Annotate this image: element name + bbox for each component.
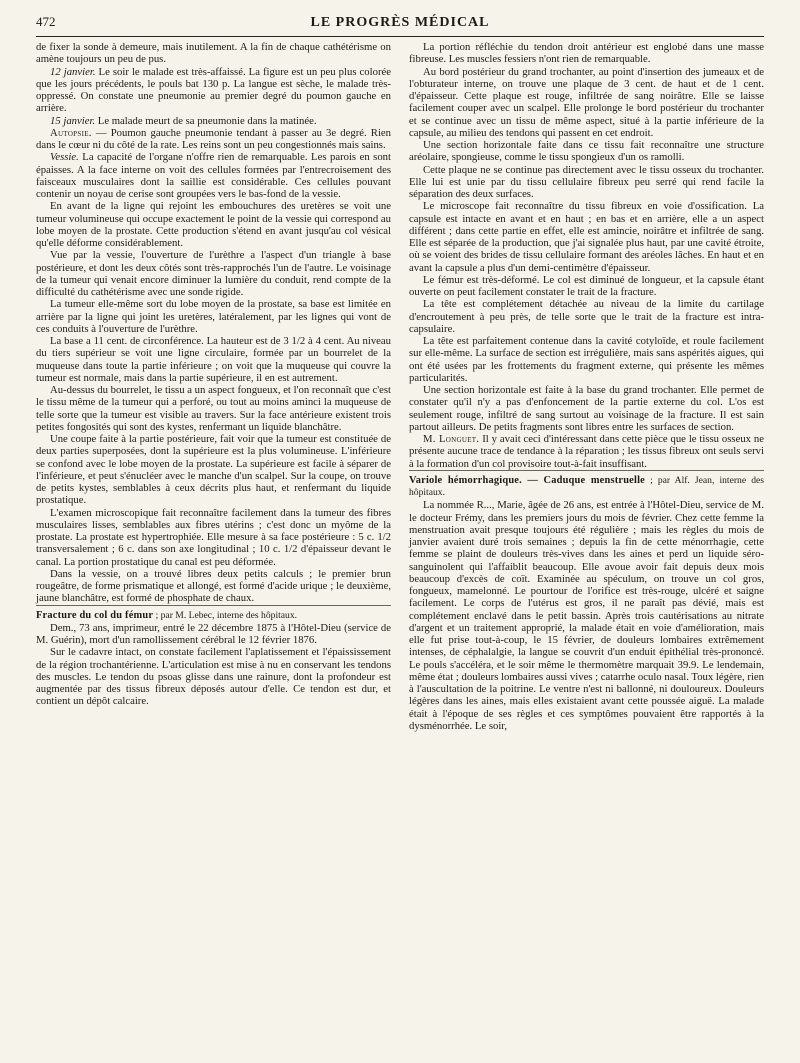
paragraph: Vue par la vessie, l'ouverture de l'urèthre a l'aspect d'un triangle à base postérieure, et dont les deux côtés sont très-rapprochés l'un de l'autre. Le voisinage de la tumeur qui venait encore diminuer la lumière du conduit, rend compte de la difficulté du cathétérisme avec une sonde rigide. [36,249,391,298]
two-column-body [36,41,764,732]
paragraph [409,433,764,470]
article-title: Fracture du col du fémur [36,609,154,621]
article-title: Variole hémorrhagique. — Caduque menstruelle [409,474,645,486]
paragraph: Dem., 73 ans, imprimeur, entré le 22 décembre 1875 à l'Hôtel-Dieu (service de M. Guérin), mort d'un ramollissement cérébral le 12 février 1876. [36,621,391,646]
paragraph: Une coupe faite à la partie postérieure, fait voir que la tumeur est constituée de deux parties superposées, dont la supérieure est la plus volumineuse. L'inférieure se confond avec le lobe moyen de la prostate. La supérieure est facile à séparer de l'inférieure, et peut s'énucléer avec le manche d'un scalpel. Sur la coupe, on trouve de petits kystes, semblables à ceux décrits plus haut, et renfermant du liquide prostatique. [36,433,391,507]
section-label: Vessie. [50,151,79,164]
paragraph: Une section horizontale est faite à la base du grand trochanter. Elle permet de constater qu'il n'y a pas d'enfoncement de la partie externe du col. L'os est seulement rouge, infiltré de sang surtout au voisinage de la fracture. Il est sain partout ailleurs. De petits fragments sont libres entre les surfaces de section. [409,384,764,433]
paragraph: La nommée R..., Marie, âgée de 26 ans, est entrée à l'Hôtel-Dieu, service de M. le docteur Frémy, dans les premiers jours du mois de février. Chez cette femme la menstruation avait presque toujours été régulière ; mais les règles du mois de janvier avaient duré trois semaines ; depuis la fin de cette ménorrhagie, cette femme se plaint de douleurs très-vives dans les aines et perd un liquide séro-sanguinolent qui l'affaiblit beaucoup. Elle avoue avoir fait depuis deux mois beaucoup d'excès de coït. Examinée au spéculum, on trouve un col gros, fongueux, mamelonné. Le pourtour de l'orifice est très-rouge, ulcéré et saigne facilement. Le corps de l'utérus est gros, il ne paraît pas dévié, mais est complétement enclavé dans le petit bassin. Après trois cautérisations au nitrate d'argent et un traitement approprié, la malade était en voie d'amélioration, mais elle fut prise tout-à-coup, le 15 février, de douleurs lombaires extrêmement intenses, de céphalalgie, la langue se couvrit d'un enduit épithélial très-prononcé. Le pouls s'accéléra, et le soir même le thermomètre marquait 39.9. Le lendemain, même état ; douleurs lombaires aussi vives ; catarrhe oculo nasal. Toux légère, rien à l'auscultation de la poitrine. Le ventre n'est ni ballonné, ni douloureux. Douleurs légères dans les aines, mais elles existaient avant cette poussée aiguë. La malade était à l'époque de ses règles et ces symptômes pouvaient être rapportés à la dysménorrhée. Le soir, [409,499,764,732]
article-heading [36,605,391,622]
paragraph: Le microscope fait reconnaître du tissu fibreux en voie d'ossification. La capsule est intacte en avant et en haut ; en bas et en arrière, elle a un aspect différent ; dans cette partie en effet, elle est amincie, noirâtre et infiltrée de sang. Elle est séparée de la production, que j'ai signalée plus haut, par une cavité étroite, où se voient des brides de tissu cellulaire formant des aréoles lâches. En haut et en avant la capsule a plus d'un demi-centimètre d'épaisseur. [409,200,764,274]
speaker-label: M. Longuet. [423,433,480,445]
section-label: Autopsie. [50,126,92,139]
paragraph: de fixer la sonde à demeure, mais inutilement. A la fin de chaque cathétérisme on amène toujours un peu de pus. [36,41,391,66]
paragraph: Au-dessus du bourrelet, le tissu a un aspect fongueux, et l'on reconnaît que c'est le tissu même de la tumeur qui a perforé, ou tout au moins aminci la muqueuse de telle sorte que la tumeur est visible au travers. Sur la face antérieure existent trois petites fongosités qui sont des kystes, renfermant un liquide blanchâtre. [36,384,391,433]
page-number: 472 [36,14,56,29]
paragraph: Dans la vessie, on a trouvé libres deux petits calculs ; le premier brun rougeâtre, de forme prismatique et allongé, est formé d'acide urique ; le deuxième, jaune blanchâtre, est formé de phosphate de chaux. [36,567,391,605]
date-label: 15 janvier. [50,114,96,127]
paragraph-text: — Poumon gauche pneumonie tendant à passer au 3e degré. Rien dans le cœur ni du côté de la rate. Les reins sont un peu congestionnés mais sains. [36,126,391,151]
paragraph: La tumeur elle-même sort du lobe moyen de la prostate, sa base est limitée en arrière par la ligne qui joint les uretères, latéralement, par les lignes qui vont de ces conduits à l'ouverture de l'urèthre. [36,298,391,335]
journal-title: LE PROGRÈS MÉDICAL [310,15,490,30]
paragraph: Cette plaque ne se continue pas directement avec le tissu osseux du trochanter. Elle lui est unie par du tissu cellulaire fibreux peu serré qui rend facile la séparation des deux surfaces. [409,163,764,200]
article-heading [409,470,764,500]
paragraph: La base a 11 cent. de circonférence. La hauteur est de 3 1/2 à 4 cent. Au niveau du tiers supérieur se voit une ligne circulaire, formée par un bourrelet de la muqueuse dans toute la partie inférieure ; on voit que la muqueuse qui couvre la tumeur est normale, mais dans la partie supérieure, il en est autrement. [36,335,391,384]
paragraph [36,127,391,152]
paragraph [36,66,391,115]
paragraph: Une section horizontale faite dans ce tissu fait reconnaître une structure aréolaire, spongieuse, comme le tissu spongieux d'un os ramolli. [409,139,764,164]
paragraph [36,151,391,200]
right-column [409,41,764,732]
article-byline: ; par Alf. Jean, interne des hôpitaux. [409,474,764,498]
running-header [36,14,764,37]
paragraph: La tête est parfaitement contenue dans la cavité cotyloïde, et roule facilement sur elle-même. La surface de section est irrégulière, mais sans aspérités aigues, qui ont été usées par les frottements du fragment externe, qui présente les mêmes particularités. [409,335,764,384]
date-label: 12 janvier. [50,65,96,78]
paragraph: La portion réfléchie du tendon droit antérieur est englobé dans une masse fibreuse. Les muscles fessiers n'ont rien de remarquable. [409,41,764,66]
paragraph: L'examen microscopique fait reconnaître facilement dans la tumeur des fibres musculaires lisses, semblables aux fibres utérins ; c'est donc un myôme de la prostate. La prostate est hypertrophiée. Elle mesure à sa face postérieure : 5 c. 1/2 transversalement ; 6 c. dans son axe longitudinal ; 10 c. 1/2 d'épaisseur devant le canal. La portion prostatique du canal est peu déformée. [36,506,391,568]
paragraph-text: Le soir le malade est très-affaissé. La figure est un peu plus colorée que les jours précédents, le pouls bat 130 p. La langue est sèche, le malade très-oppressé. On constate une pneumonie au premier degré du poumon gauche en arrière. [36,65,391,115]
article-byline: ; par M. Lebec, interne des hôpitaux. [153,609,298,621]
paragraph-text: Le malade meurt de sa pneumonie dans la matinée. [95,114,317,127]
paragraph [36,115,391,127]
paragraph: En avant de la ligne qui rejoint les embouchures des uretères se voit une tumeur volumineuse qui occupe exactement le point de la vessie qui correspond au lobe moyen de la prostate. Cette production s'étend en avant jusqu'au col vésical qu'elle déforme considérablement. [36,200,391,249]
paragraph: Sur le cadavre intact, on constate facilement l'aplatissement et l'épaississement de la région trochantérienne. L'articulation est mise à nu en conservant les tendons des muscles. Le tendon du psoas glisse dans une rainure, dont la profondeur est augmentée par des tissus fibreux déposés autour d'elle. Ce tendon est dur, et contient un dépôt calcaire. [36,646,391,708]
paragraph: Au bord postérieur du grand trochanter, au point d'insertion des jumeaux et de l'obturateur interne, on trouve une plaque de 3 cent. de haut et de 1 cent. d'épaisseur. Cette plaque est rouge, infiltrée de sang noirâtre. Elle se laisse facilement couper avec un scalpel. Elle prolonge le bord postérieur du trochanter et se continue avec un tissu de même aspect, situé à la partie inférieure de la capsule, au milieu des tendons qui passent en cet endroit. [409,65,764,139]
paragraph: La tête est complétement détachée au niveau de la limite du cartilage d'encroutement à peu près, de telle sorte que le trait de la fracture est intra-capsulaire. [409,298,764,335]
left-column [36,41,391,732]
paragraph-text: Il y avait ceci d'intéressant dans cette pièce que le tissu osseux ne présente aucune trace de tendance à la réparation ; les tissus fibreux ont seuls servi à la formation d'un col provisoire tout-à-fait insuffisant. [409,433,764,470]
paragraph-text: La capacité de l'organe n'offre rien de remarquable. Les parois en sont épaisses. A la face interne on voit des cellules formées par l'entrecroisement des faisceaux musculaires dont la saillie est considérable. Ces cellules pouvant contenir un noyau de cerise sont groupées vers le bas-fond de la vessie. [36,151,391,200]
paragraph: Le fémur est très-déformé. Le col est diminué de longueur, et la capsule étant ouverte on peut facilement constater le trait de la fracture. [409,273,764,298]
